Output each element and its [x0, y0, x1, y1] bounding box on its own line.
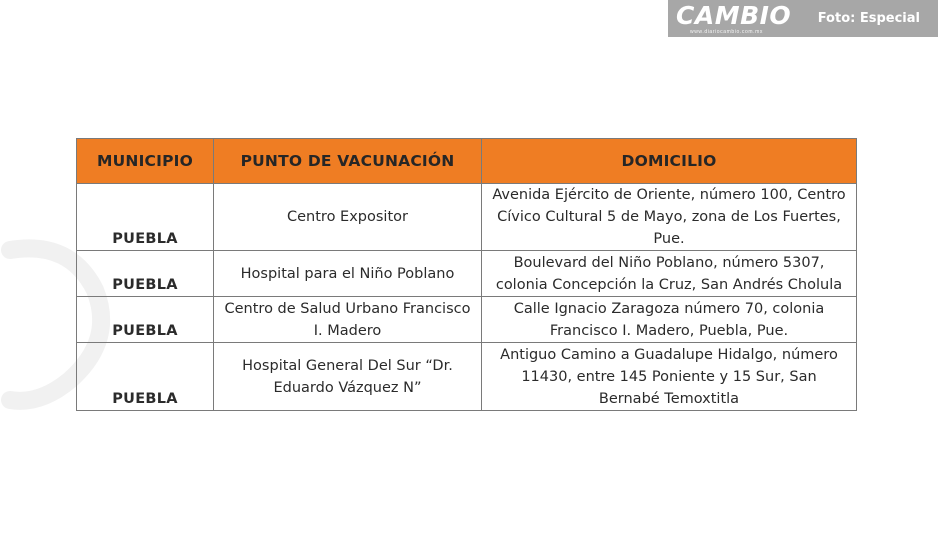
- header-domicilio: DOMICILIO: [482, 139, 857, 184]
- cell-punto: Centro de Salud Urbano Francisco I. Madero: [214, 297, 482, 343]
- brand-name: CAMBIO: [676, 0, 792, 30]
- brand-url: www.diariocambio.com.mx: [690, 28, 763, 35]
- cell-domicilio: Avenida Ejército de Oriente, número 100, Centro Cívico Cultural 5 de Mayo, zona de Los Fuertes, Pue.: [482, 184, 857, 251]
- cell-municipio: PUEBLA: [77, 297, 214, 343]
- header-municipio: MUNICIPIO: [77, 139, 214, 184]
- table-row: [77, 343, 857, 411]
- table-row: [77, 251, 857, 297]
- cell-domicilio: Boulevard del Niño Poblano, número 5307, colonia Concepción la Cruz, San Andrés Cholula: [482, 251, 857, 297]
- cell-punto: Hospital General Del Sur “Dr. Eduardo Vázquez N”: [214, 343, 482, 411]
- table-row: [77, 184, 857, 251]
- brand-bar: [668, 0, 938, 37]
- photo-credit: Foto: Especial: [817, 11, 920, 26]
- cell-municipio: PUEBLA: [77, 251, 214, 297]
- vaccination-points-table: [76, 138, 857, 411]
- table-row: [77, 297, 857, 343]
- cell-punto: Hospital para el Niño Poblano: [214, 251, 482, 297]
- cell-domicilio: Antiguo Camino a Guadalupe Hidalgo, número 11430, entre 145 Poniente y 15 Sur, San Bernabé Temoxtitla: [482, 343, 857, 411]
- cell-domicilio: Calle Ignacio Zaragoza número 70, colonia Francisco I. Madero, Puebla, Pue.: [482, 297, 857, 343]
- brand-logo: [676, 0, 792, 35]
- cell-municipio: PUEBLA: [77, 184, 214, 251]
- cell-municipio: PUEBLA: [77, 343, 214, 411]
- cell-punto: Centro Expositor: [214, 184, 482, 251]
- table-header-row: [77, 139, 857, 184]
- header-punto-vacunacion: PUNTO DE VACUNACIÓN: [214, 139, 482, 184]
